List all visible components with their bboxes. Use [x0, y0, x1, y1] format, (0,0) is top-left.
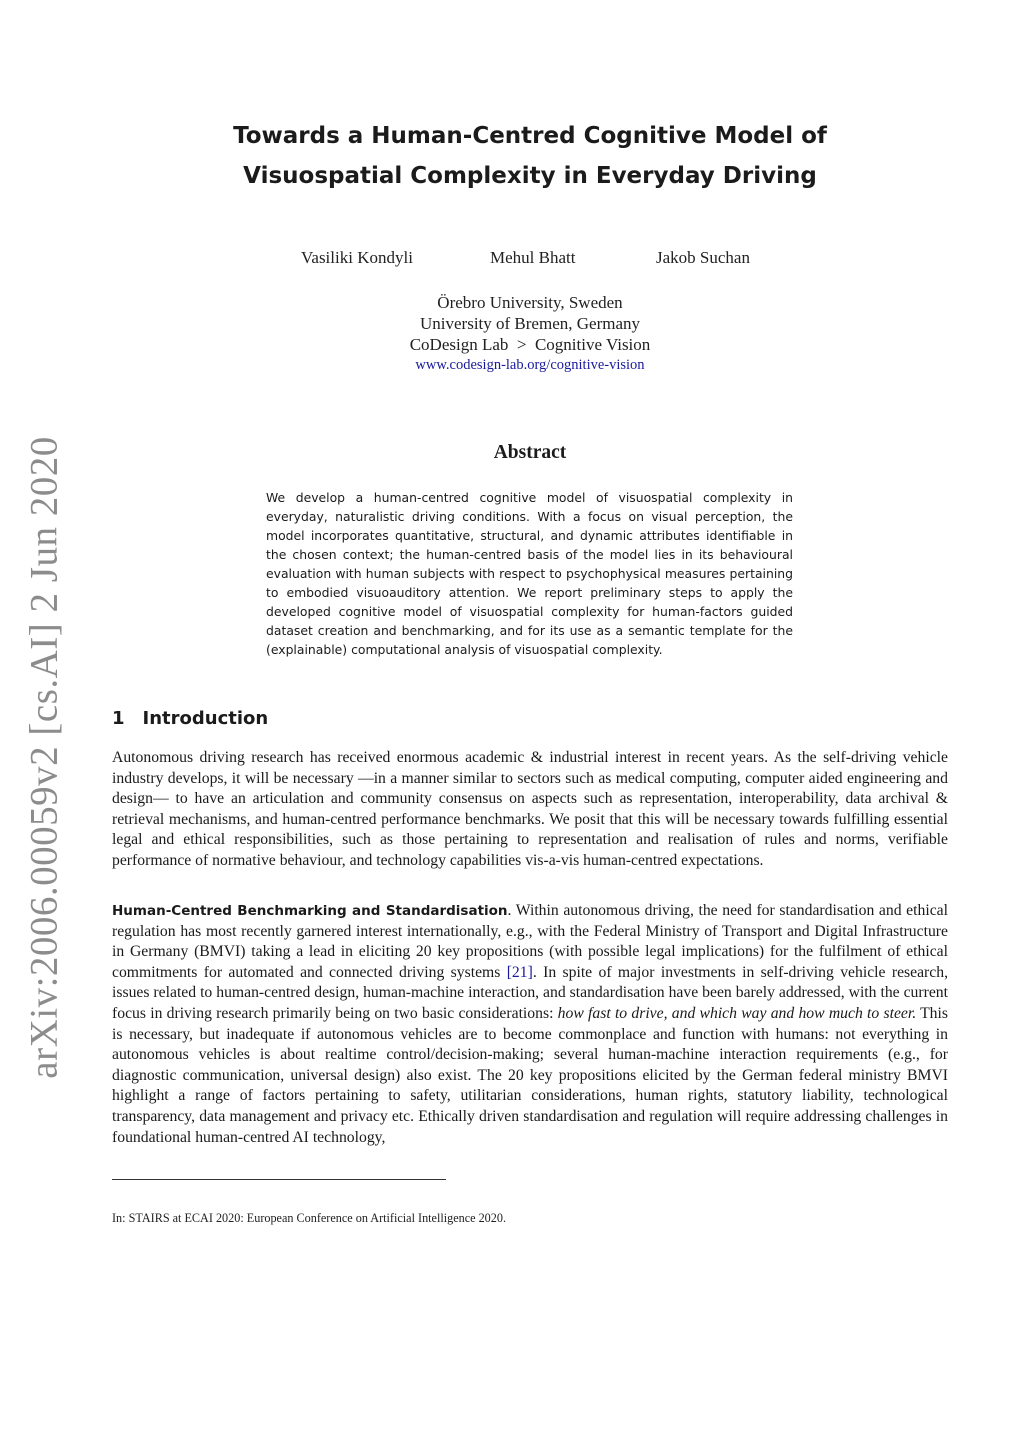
lab-url-link[interactable]: www.codesign-lab.org/cognitive-vision [415, 357, 645, 373]
affiliation-line: Örebro University, Sweden [437, 293, 623, 312]
paragraph-text: . Within autonomous driving, the need for standardisation and ethical regulation has most recently garnered interest internationally, e.g., with the Federal Ministry of Transport and Digital Infrastructure in Germany (BMVI) taking a lead in eliciting 20 key propositions (with possible legal implications) for the fulfilment of ethical commitments for automated and connected driving systems [112, 902, 948, 981]
author-name: Mehul Bhatt [490, 248, 576, 267]
paragraph-text: . In spite of major investments in self-driving vehicle research, issues related to human-centred design, human-machine interaction, and standardisation have been barely addressed, with the current focus in driving research primarily being on two basic considerations: [112, 963, 949, 1022]
paragraph-text: This is necessary, but inadequate if autonomous vehicles are to become commonplace and function with humans: not everything in autonomous vehicles is about realtime control/decision-making; several human-machine interaction requirements (e.g., for diagnostic communication, universal design) also exist. The 20 key propositions elicited by the German federal ministry BMVI highlight a range of factors pertaining to safety, utilitarian considerations, human rights, statutory liability, technological transparency, data management and privacy etc. Ethically driven standardisation and regulation will require addressing challenges in foundational human-centred AI technology, [112, 1004, 948, 1146]
abstract-text: We develop a human-centred cognitive model of visuospatial complexity in everyday, naturalistic driving conditions. With a focus on visual perception, the model incorporates quantitative, structural, and dynamic attributes identifiable in the chosen context; the human-centred basis of the model lies in its behavioural evaluation with human subjects with respect to psychophysical measures pertaining to embodied visuoauditory attention. We report preliminary steps to apply the developed cognitive model of visuospatial complexity for human-factors guided dataset creation and benchmarking, and for its use as a semantic template for the (explainable) computational analysis of visuospatial complexity. [266, 490, 793, 657]
arxiv-stamp [18, 435, 70, 1079]
abstract-heading: Abstract [493, 442, 567, 463]
author-name: Jakob Suchan [656, 248, 750, 267]
arxiv-stamp-text: arXiv:2006.00059v2 [cs.AI] 2 Jun 2020 [22, 435, 66, 1079]
affiliations [112, 292, 948, 376]
footnote-divider [112, 1179, 446, 1180]
paper-title [112, 116, 948, 196]
footnote: In: STAIRS at ECAI 2020: European Conference on Artificial Intelligence 2020. [112, 1211, 506, 1225]
title-line-2: Visuospatial Complexity in Everyday Driving [243, 163, 817, 189]
section-title: Introduction [142, 708, 269, 729]
intro-paragraph-2 [112, 901, 948, 1148]
section-heading [112, 708, 268, 729]
affiliation-line: University of Bremen, Germany [420, 314, 640, 333]
paragraph-runin-heading: Human-Centred Benchmarking and Standardisation [112, 903, 508, 919]
citation-link[interactable]: [21] [506, 963, 533, 981]
title-line-1: Towards a Human-Centred Cognitive Model of [233, 123, 827, 149]
affiliation-line: CoDesign Lab > Cognitive Vision [409, 335, 651, 354]
paragraph-emphasis: how fast to drive, and which way and how much to steer. [557, 1004, 917, 1022]
author-name: Vasiliki Kondyli [301, 248, 413, 267]
intro-paragraph-1: Autonomous driving research has received enormous academic & industrial interest in recent years. As the self-driving vehicle industry develops, it will be necessary —in a manner similar to sectors such as medical computing, computer aided engineering and design— to have an articulation and community consensus on aspects such as representation, interoperability, data archival & retrieval mechanisms, and human-centred performance benchmarks. We posit that this will be necessary towards fulfilling essential legal and ethical responsibilities, such as those pertaining to representation and realisation of rules and norms, verifiable performance of normative behaviour, and technology capabilities vis-a-vis human-centred expectations. [112, 749, 948, 869]
section-number: 1 [112, 708, 125, 729]
